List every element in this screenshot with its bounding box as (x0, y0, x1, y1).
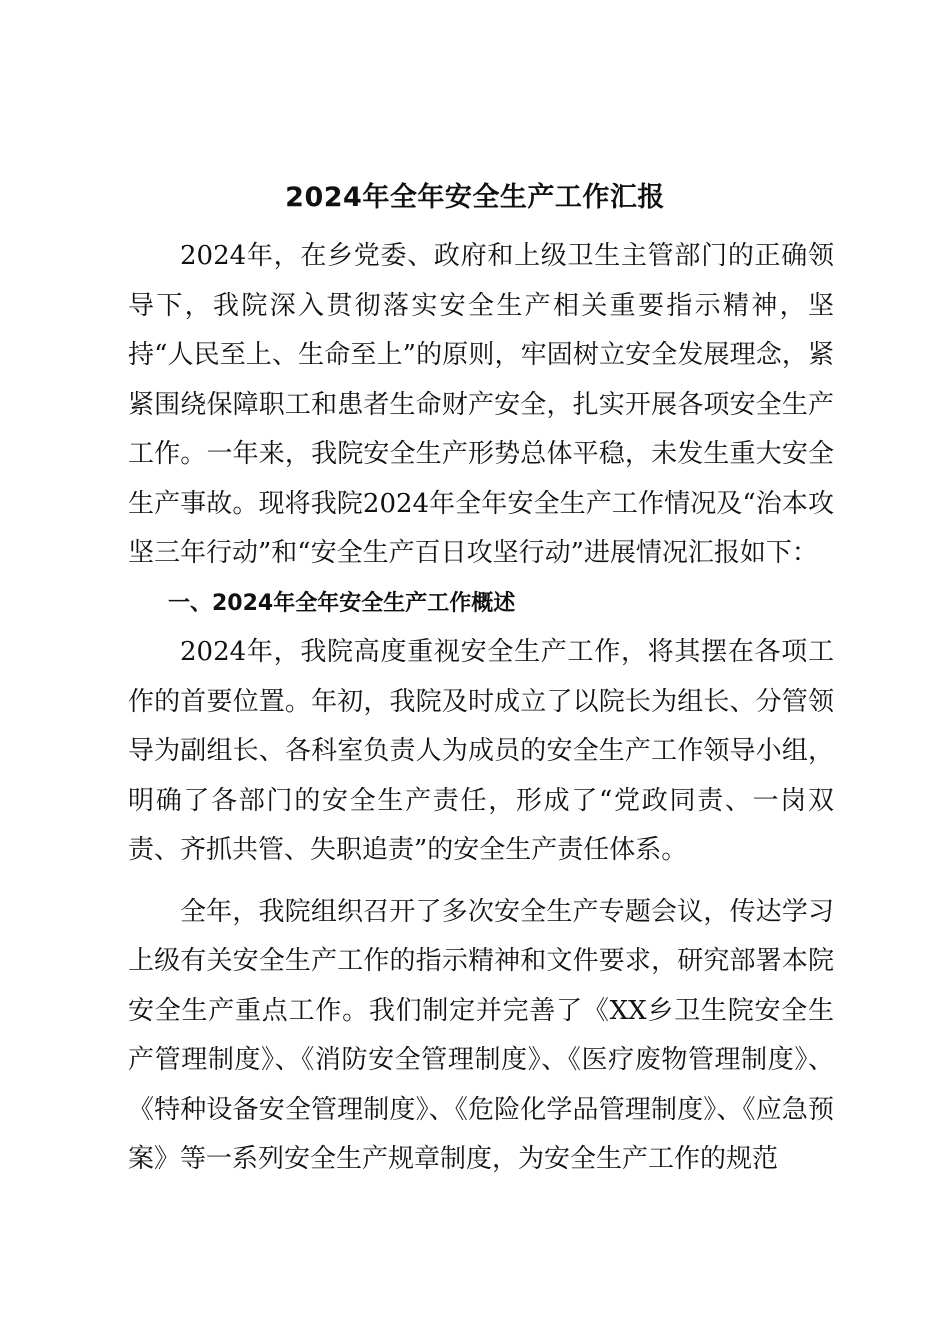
intro-paragraph: 2024年，在乡党委、政府和上级卫生主管部门的正确领导下，我院深入贯彻落实安全生产相关重要指示精神，坚持“人民至上、生命至上”的原则，牢固树立安全发展理念，紧紧围绕保障职工和患者生命财产安全，扎实开展各项安全生产工作。一年来，我院安全生产形势总体平稳，未发生重大安全生产事故。现将我院2024年全年安全生产工作情况及“治本攻坚三年行动”和“安全生产百日攻坚行动”进展情况汇报如下： (128, 241, 834, 568)
document-title: 2024年全年安全生产工作汇报 (285, 182, 665, 213)
meetings-paragraph: 全年，我院组织召开了多次安全生产专题会议，传达学习上级有关安全生产工作的指示精神和文件要求，研究部署本院安全生产重点工作。我们制定并完善了《XX乡卫生院安全生产管理制度》、《消防安全管理制度》、《医疗废物管理制度》、《特种设备安全管理制度》、《危险化学品管理制度》、《应急预案》等一系列安全生产规章制度，为安全生产工作的规范 (128, 896, 834, 1174)
document-body (128, 232, 834, 1185)
section-heading: 一、2024年全年安全生产工作概述 (168, 590, 516, 616)
overview-paragraph: 2024年，我院高度重视安全生产工作，将其摆在各项工作的首要位置。年初，我院及时成立了以院长为组长、分管领导为副组长、各科室负责人为成员的安全生产工作领导小组，明确了各部门的安全生产责任，形成了“党政同责、一岗双责、齐抓共管、失职追责”的安全生产责任体系。 (128, 637, 834, 865)
